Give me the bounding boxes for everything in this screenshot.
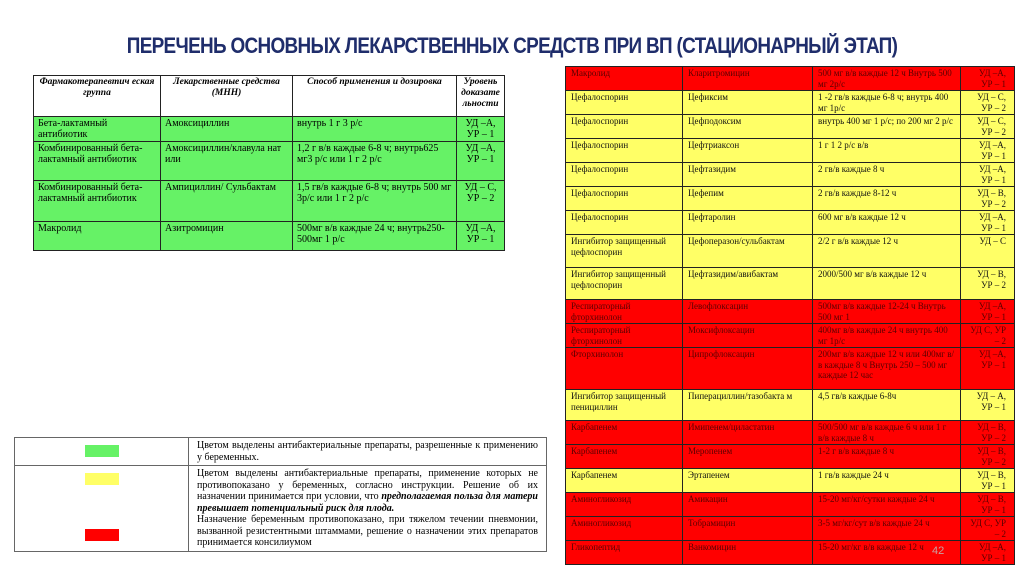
table-row: [34, 222, 505, 251]
cell-group: Цефалоспорин: [566, 211, 683, 235]
legend-text-red: Назначение беременным противопоказано, при тяжелом течении пневмонии, вызванной резистентными штаммами, решение о назначении этих препаратов принимается консилиумом: [197, 514, 538, 548]
cell-dose: 15-20 мг/кг/сутки каждые 24 ч: [813, 493, 961, 517]
cell-group: Бета-лактамный антибиотик: [34, 117, 161, 142]
cell-group: Цефалоспорин: [566, 91, 683, 115]
cell-group: Аминогликозид: [566, 517, 683, 541]
table-row: [566, 541, 1015, 565]
cell-drug: Ванкомицин: [683, 541, 813, 565]
table-row: [566, 268, 1015, 300]
color-legend: [14, 437, 547, 552]
cell-level: УД – В, УР – 2: [961, 268, 1015, 300]
legend-row-green: [15, 438, 547, 466]
cell-level: УД –А, УР – 1: [961, 541, 1015, 565]
cell-dose: 4,5 гв/в каждые 6-8ч: [813, 390, 961, 421]
table-row: [566, 517, 1015, 541]
cell-dose: 500 мг в/в каждые 12 ч Внутрь 500 мг 2р/с: [813, 67, 961, 91]
cell-group: Карбапенем: [566, 421, 683, 445]
cell-group: Цефалоспорин: [566, 139, 683, 163]
cell-drug: Эртапенем: [683, 469, 813, 493]
cell-dose: 600 мг в/в каждые 12 ч: [813, 211, 961, 235]
cell-level: УД – С, УР – 2: [457, 181, 505, 222]
cell-dose: 2/2 г в/в каждые 12 ч: [813, 235, 961, 268]
header-dose: Способ применения и дозировка: [293, 76, 457, 117]
cell-group: Респираторный фторхинолон: [566, 324, 683, 348]
table-row: [566, 115, 1015, 139]
cell-level: УД –А, УР – 1: [457, 222, 505, 251]
cell-level: УД – С, УР – 2: [961, 115, 1015, 139]
cell-dose: 200мг в/в каждые 12 ч или 400мг в/в каждые 8 ч Внутрь 250 – 500 мг каждые 12 час: [813, 348, 961, 390]
cell-dose: 2 гв/в каждые 8-12 ч: [813, 187, 961, 211]
slide-title: ПЕРЕЧЕНЬ ОСНОВНЫХ ЛЕКАРСТВЕННЫХ СРЕДСТВ ПРИ ВП (СТАЦИОНАРНЫЙ ЭТАП): [126, 33, 898, 58]
cell-drug: Моксифлоксацин: [683, 324, 813, 348]
cell-level: УД –А, УР – 1: [961, 300, 1015, 324]
cell-level: УД – В, УР – 1: [961, 493, 1015, 517]
cell-level: УД –А, УР – 1: [961, 211, 1015, 235]
table-header-row: [34, 76, 505, 117]
cell-level: УД –А, УР – 1: [457, 142, 505, 181]
green-swatch: [85, 445, 119, 457]
cell-dose: 2000/500 мг в/в каждые 12 ч: [813, 268, 961, 300]
cell-group: Ингибитор защищенный цефлоспорин: [566, 235, 683, 268]
header-level: Уровень доказате льносmu: [457, 76, 505, 117]
table-row: [566, 211, 1015, 235]
cell-dose: 1 -2 гв/в каждые 6-8 ч; внутрь 400 мг 1р/с: [813, 91, 961, 115]
cell-drug: Цефтриаксон: [683, 139, 813, 163]
cell-level: УД –А, УР – 1: [961, 163, 1015, 187]
table-row: [34, 142, 505, 181]
cell-level: УД С, УР – 2: [961, 517, 1015, 541]
cell-dose: 400мг в/в каждые 24 ч внутрь 400 мг 1р/с: [813, 324, 961, 348]
cell-drug: Имипенем/циластатин: [683, 421, 813, 445]
right-drug-table: [565, 66, 1015, 565]
cell-drug: Цефтаролин: [683, 211, 813, 235]
table-row: [566, 91, 1015, 115]
left-drug-table: [33, 75, 505, 251]
table-row: [566, 390, 1015, 421]
cell-level: УД – В, УР – 2: [961, 445, 1015, 469]
cell-drug: Пиперациллин/тазобакта м: [683, 390, 813, 421]
cell-group: Гликопептид: [566, 541, 683, 565]
cell-level: УД –А, УР – 1: [961, 348, 1015, 390]
cell-group: Макролид: [34, 222, 161, 251]
page-number: 42: [932, 545, 945, 557]
cell-level: УД – А, УР – 1: [961, 390, 1015, 421]
cell-group: Респираторный фторхинолон: [566, 300, 683, 324]
cell-drug: Ципрофлоксацин: [683, 348, 813, 390]
cell-level: УД –А, УР – 1: [961, 67, 1015, 91]
cell-group: Карбапенем: [566, 469, 683, 493]
cell-level: УД – С: [961, 235, 1015, 268]
table-row: [566, 187, 1015, 211]
cell-dose: 2 гв/в каждые 8 ч: [813, 163, 961, 187]
cell-dose: 500мг в/в каждые 12-24 ч Внутрь 500 мг 1: [813, 300, 961, 324]
table-row: [566, 67, 1015, 91]
cell-dose: 1 г 1 2 р/с в/в: [813, 139, 961, 163]
table-row: [566, 324, 1015, 348]
cell-group: Аминогликозид: [566, 493, 683, 517]
cell-drug: Цефепим: [683, 187, 813, 211]
cell-drug: Цефтазидим: [683, 163, 813, 187]
cell-group: Макролид: [566, 67, 683, 91]
cell-level: УД – С, УР – 2: [961, 91, 1015, 115]
cell-level: УД –А, УР – 1: [961, 139, 1015, 163]
cell-drug: Левофлоксацин: [683, 300, 813, 324]
table-row: [566, 493, 1015, 517]
cell-drug: Кларитромицин: [683, 67, 813, 91]
cell-group: Комбинированный бета-лактамный антибиотик: [34, 181, 161, 222]
legend-text-green: Цветом выделены антибактериальные препараты, разрешенные к применению у беременных.: [189, 438, 547, 466]
cell-drug: Цефоперазон/сульбактам: [683, 235, 813, 268]
cell-dose: 15-20 мг/кг в/в каждые 12 ч: [813, 541, 961, 565]
cell-drug: Амикацин: [683, 493, 813, 517]
cell-dose: 1-2 г в/в каждые 8 ч: [813, 445, 961, 469]
cell-drug: Амоксициллин/клавула нат или: [161, 142, 293, 181]
table-row: [566, 348, 1015, 390]
cell-group: Ингибитор защищенный пенициллин: [566, 390, 683, 421]
cell-drug: Амоксициллин: [161, 117, 293, 142]
table-row: [566, 469, 1015, 493]
header-drug: Лекарственные средства (МНН): [161, 76, 293, 117]
table-row: [566, 235, 1015, 268]
cell-drug: Тобрамицин: [683, 517, 813, 541]
table-row: [566, 300, 1015, 324]
cell-level: УД – В, УР – 2: [961, 421, 1015, 445]
cell-dose: внутрь 1 г 3 р/с: [293, 117, 457, 142]
cell-dose: 1,2 г в/в каждые 6-8 ч; внутрь625 мг3 р/с или 1 г 2 р/с: [293, 142, 457, 181]
legend-emphasis: предполагаемая польза для матери превышает потенциальный риск для плода.: [197, 491, 538, 514]
cell-dose: 3-5 мг/кг/сут в/в каждые 24 ч: [813, 517, 961, 541]
yellow-swatch: [85, 473, 119, 485]
cell-drug: Меропенем: [683, 445, 813, 469]
cell-group: Цефалоспорин: [566, 163, 683, 187]
cell-drug: Цефтазидим/авибактам: [683, 268, 813, 300]
header-group: Фармакотерапевтич еская группа: [34, 76, 161, 117]
table-row: [34, 117, 505, 142]
cell-group: Карбапенем: [566, 445, 683, 469]
cell-level: УД – В, УР – 1: [961, 469, 1015, 493]
cell-level: УД –А, УР – 1: [457, 117, 505, 142]
cell-level: УД С, УР – 2: [961, 324, 1015, 348]
table-row: [566, 421, 1015, 445]
cell-dose: 500/500 мг в/в каждые 6 ч или 1 г в/в каждые 8 ч: [813, 421, 961, 445]
table-row: [566, 163, 1015, 187]
table-row: [566, 139, 1015, 163]
cell-group: Фторхинолон: [566, 348, 683, 390]
cell-drug: Цефиксим: [683, 91, 813, 115]
table-row: [566, 445, 1015, 469]
red-swatch: [85, 529, 119, 541]
cell-group: Комбинированный бета-лактамный антибиотик: [34, 142, 161, 181]
table-row: [34, 181, 505, 222]
cell-dose: 1,5 гв/в каждые 6-8 ч; внутрь 500 мг 3р/с или 1 г 2 р/с: [293, 181, 457, 222]
legend-text-yellow: Цветом выделены антибактериальные препараты, применение которых не противопоказано у беременных, согласно инструкции. Решение об их назначении принимается при условии, что: [197, 468, 538, 502]
cell-drug: Ампициллин/ Сульбактам: [161, 181, 293, 222]
legend-row-yellow-red: [15, 466, 547, 552]
cell-dose: 1 гв/в каждые 24 ч: [813, 469, 961, 493]
cell-dose: 500мг в/в каждые 24 ч; внутрь250-500мг 1 р/с: [293, 222, 457, 251]
cell-group: Цефалоспорин: [566, 187, 683, 211]
cell-group: Ингибитор защищенный цефлоспорин: [566, 268, 683, 300]
cell-group: Цефалоспорин: [566, 115, 683, 139]
cell-dose: внутрь 400 мг 1 р/с; по 200 мг 2 р/с: [813, 115, 961, 139]
cell-level: УД – В, УР – 2: [961, 187, 1015, 211]
cell-drug: Цефподоксим: [683, 115, 813, 139]
cell-drug: Азитромицин: [161, 222, 293, 251]
